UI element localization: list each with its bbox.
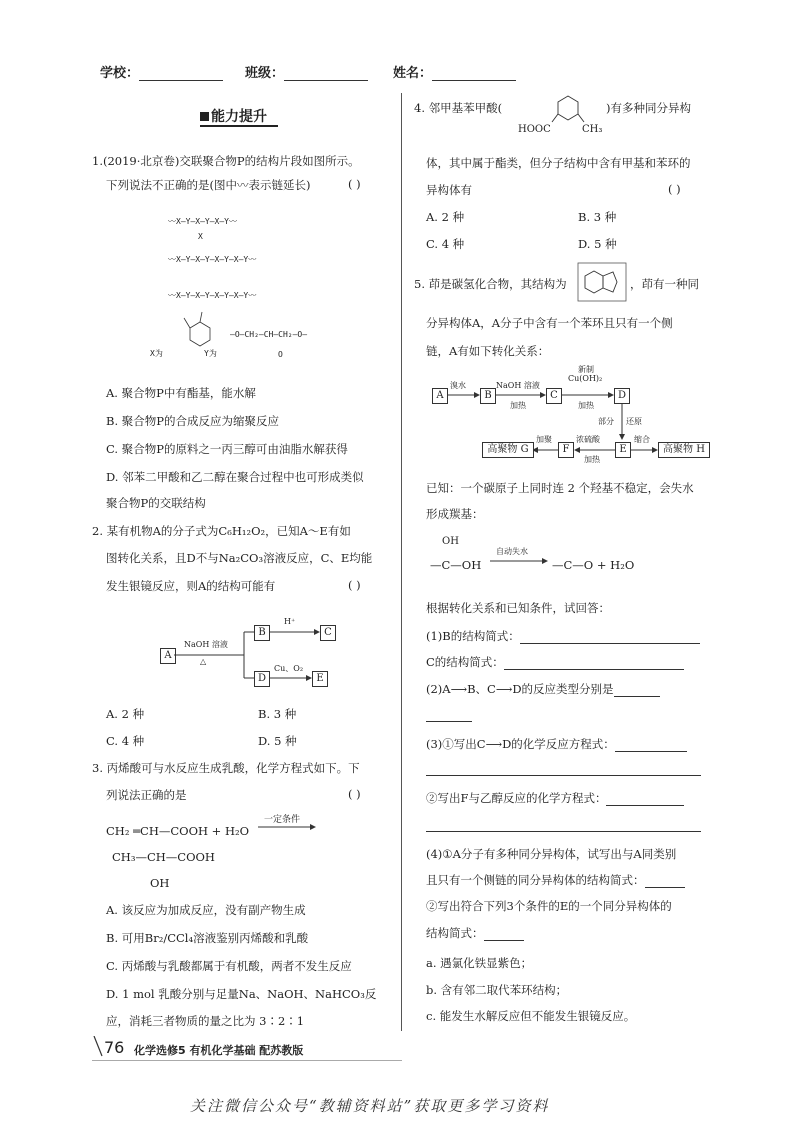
q3-arrow [258,822,318,832]
q5-heat3: 加热 [584,455,600,464]
q5-condition-c: c. 能发生水解反应但不能发生银镜反应。 [426,1009,636,1023]
q1-option-d2: 聚合物P的交联结构 [106,496,206,510]
q3-option-d1: D. 1 mol 乳酸分别与足量Na、NaOH、NaHCO₃反 [106,987,377,1001]
q5-k-oh: OH [442,536,459,547]
q5-p2: (2)A⟶B、C⟶D的反应类型分别是 [426,681,660,697]
q1-paren: ( ) [348,177,361,191]
page-number: 76 [104,1038,125,1057]
fig-x: X [198,232,203,241]
q5-box-h: 高聚物 H [658,442,710,458]
q4-stem1b: )有多种同分异构 [606,101,691,115]
q5-heat2: 加热 [578,401,594,410]
q5-p3b-blank [426,818,701,832]
q1-structure-figure [150,210,348,360]
q2-conversion-diagram [160,615,350,690]
q4-stem2: 体，其中属于酯类，但分子结构中含有甲基和苯环的 [426,156,691,170]
q4-ch3: CH₃ [582,124,603,135]
q5-bromine: 溴水 [450,381,466,390]
q5-condition-a: a. 遇氯化铁显紫色； [426,956,533,970]
q2-box-c: C [320,625,336,641]
q5-p4a: (4)①A分子有多种同分异构体，试写出与A同类别 [426,847,677,861]
q1-option-b: B. 聚合物P的合成反应为缩聚反应 [106,414,279,428]
q3-paren: ( ) [348,787,361,801]
q2-box-b: B [254,625,270,641]
q5-p1a: (1)B的结构简式： [426,628,700,644]
q3-equation-oh: OH [150,876,170,890]
q2-naoh: NaOH 溶液 [184,640,228,649]
q3-option-c: C. 丙烯酸与乳酸都属于有机酸，两者不发生反应 [106,959,352,973]
q3-equation-right: CH₃—CH—COOH [112,850,215,864]
section-title: 能力提升 [200,106,267,126]
q1-option-d1: D. 邻苯二甲酸和乙二醇在聚合过程中也可形成类似 [106,470,364,484]
q5-p3a: (3)①写出C⟶D的化学反应方程式： [426,736,687,752]
q5-box-d: D [614,388,630,404]
q1-option-a: A. 聚合物P中有酯基，能水解 [106,386,256,400]
fig-row1: 〰X—Y—X—Y—X—Y〰 [168,217,237,226]
q1-option-c: C. 聚合物P的原料之一丙三醇可由油脂水解获得 [106,442,348,456]
q1-stem1: 1.(2019·北京卷)交联聚合物P的结构片段如图所示。 [92,154,360,168]
fig-x-label: X为 [150,349,163,358]
q5-h2so4: 浓硫酸 [576,435,600,444]
q5-k-arrow [490,556,550,566]
q5-conversion-diagram [430,365,710,465]
handwritten-note: 关注微信公众号“教辅资料站”获取更多学习资料 [190,1097,550,1115]
q2-hplus: H⁺ [284,617,296,626]
q2-option-b: B. 3 种 [258,707,297,721]
q5-known2: 形成羰基： [426,507,484,521]
q5-k-cond: 自动失水 [496,547,528,556]
q4-stem3: 异构体有 [426,183,472,197]
q5-box-a: A [432,388,448,404]
fig-y-chain: —O—CH₂—CH—CH₂—O— [230,330,308,339]
q5-p4d: 结构简式： [426,925,524,941]
q5-stem1b: ，茚有一种同 [630,277,699,291]
footer-rule [92,1060,402,1061]
q5-p3a-blank [426,762,701,776]
q5-p3b: ②写出F与乙醇反应的化学方程式： [426,790,684,806]
q5-heat1: 加热 [510,401,526,410]
methylbenzoic-acid-icon [540,92,596,128]
q4-paren: ( ) [668,182,681,196]
q5-addpoly: 加聚 [536,435,552,444]
q2-paren: ( ) [348,578,361,592]
name-field: 姓名： [393,62,516,81]
q5-k-left: —C—OH [430,558,482,572]
q5-box-g: 高聚物 G [482,442,534,458]
school-field: 学校： [100,62,223,81]
q2-option-a: A. 2 种 [106,707,145,721]
q5-stem1a: 5. 茚是碳氢化合物，其结构为 [414,277,567,291]
q2-stem1: 2. 某有机物A的分子式为C₆H₁₂O₂，已知A～E有如 [92,524,351,538]
q5-stem3: 链，A有如下转化关系： [426,344,550,358]
q5-naoh: NaOH 溶液 [496,381,540,390]
q4-option-b: B. 3 种 [578,210,617,224]
q5-k-right: —C—O + H₂O [552,558,635,572]
q5-newcu2: Cu(OH)₂ [568,374,603,383]
q4-hooc: HOOC [518,124,551,135]
phthalate-ring-icon [168,310,228,355]
q5-box-b: B [480,388,496,404]
q5-condition-b: b. 含有邻二取代苯环结构； [426,983,568,997]
q5-p4b: 且只有一个侧链的同分异构体的结构简式： [426,872,685,888]
q4-option-a: A. 2 种 [426,210,465,224]
q5-condpoly: 缩合 [634,435,650,444]
q2-box-d: D [254,671,270,687]
class-field: 班级： [245,62,368,81]
fig-y-label: Y为 [204,349,217,358]
q3-option-a: A. 该反应为加成反应，没有副产物生成 [106,903,306,917]
q5-box-f: F [558,442,574,458]
q3-condition: 一定条件 [264,815,301,825]
q3-option-d2: 应，消耗三者物质的量之比为 3∶2∶1 [106,1014,305,1028]
q4-option-c: C. 4 种 [426,237,465,251]
q1-stem2: 下列说法不正确的是(图中〰表示链延长) [106,178,311,192]
fig-o: O [278,350,283,359]
q5-box-e: E [615,442,631,458]
q5-reduce: 还原 [626,417,642,426]
q4-stem1a: 4. 邻甲基苯甲酸( [414,101,503,115]
q3-stem2: 列说法正确的是 [106,788,187,802]
q2-option-c: C. 4 种 [106,734,145,748]
q3-stem1: 3. 丙烯酸可与水反应生成乳酸，化学方程式如下。下 [92,761,360,775]
q5-p4c: ②写出符合下列3个条件的E的一个同分异构体的 [426,899,672,913]
book-title: 化学选修5 有机化学基础 配苏教版 [134,1044,304,1057]
q5-partial: 部分 [598,417,614,426]
q2-heat: △ [200,657,207,666]
q2-box-e: E [312,671,328,687]
q5-known1: 已知：一个碳原子上同时连 2 个羟基不稳定，会失水 [426,481,694,495]
q2-stem3: 发生银镜反应，则A的结构可能有 [106,579,276,593]
q2-stem2: 图转化关系，且D不与Na₂CO₃溶液反应，C、E均能 [106,551,373,565]
q2-box-a: A [160,648,176,664]
q5-p1b: C的结构简式： [426,654,684,670]
q5-stem2: 分异构体A，A分子中含有一个苯环且只有一个侧 [426,316,673,330]
q3-option-b: B. 可用Br₂/CCl₄溶液鉴别丙烯酸和乳酸 [106,931,309,945]
q5-newcu1: 新制 [578,365,594,374]
q3-equation-left: CH₂ ═CH—COOH + H₂O [106,824,250,838]
q5-box-c: C [546,388,562,404]
column-divider [401,93,402,1031]
indene-structure-icon [577,262,627,302]
q2-option-d: D. 5 种 [258,734,297,748]
q5-p2-blank [426,708,472,722]
fig-row3: 〰X—Y—X—Y—X—Y—X—Y〰 [168,291,257,300]
q2-cuo2: Cu、O₂ [274,664,304,673]
q4-option-d: D. 5 种 [578,237,617,251]
q5-ask: 根据转化关系和已知条件，试回答： [426,601,610,615]
section-icon [200,112,209,121]
fig-row2: 〰X—Y—X—Y—X—Y—X—Y〰 [168,255,257,264]
